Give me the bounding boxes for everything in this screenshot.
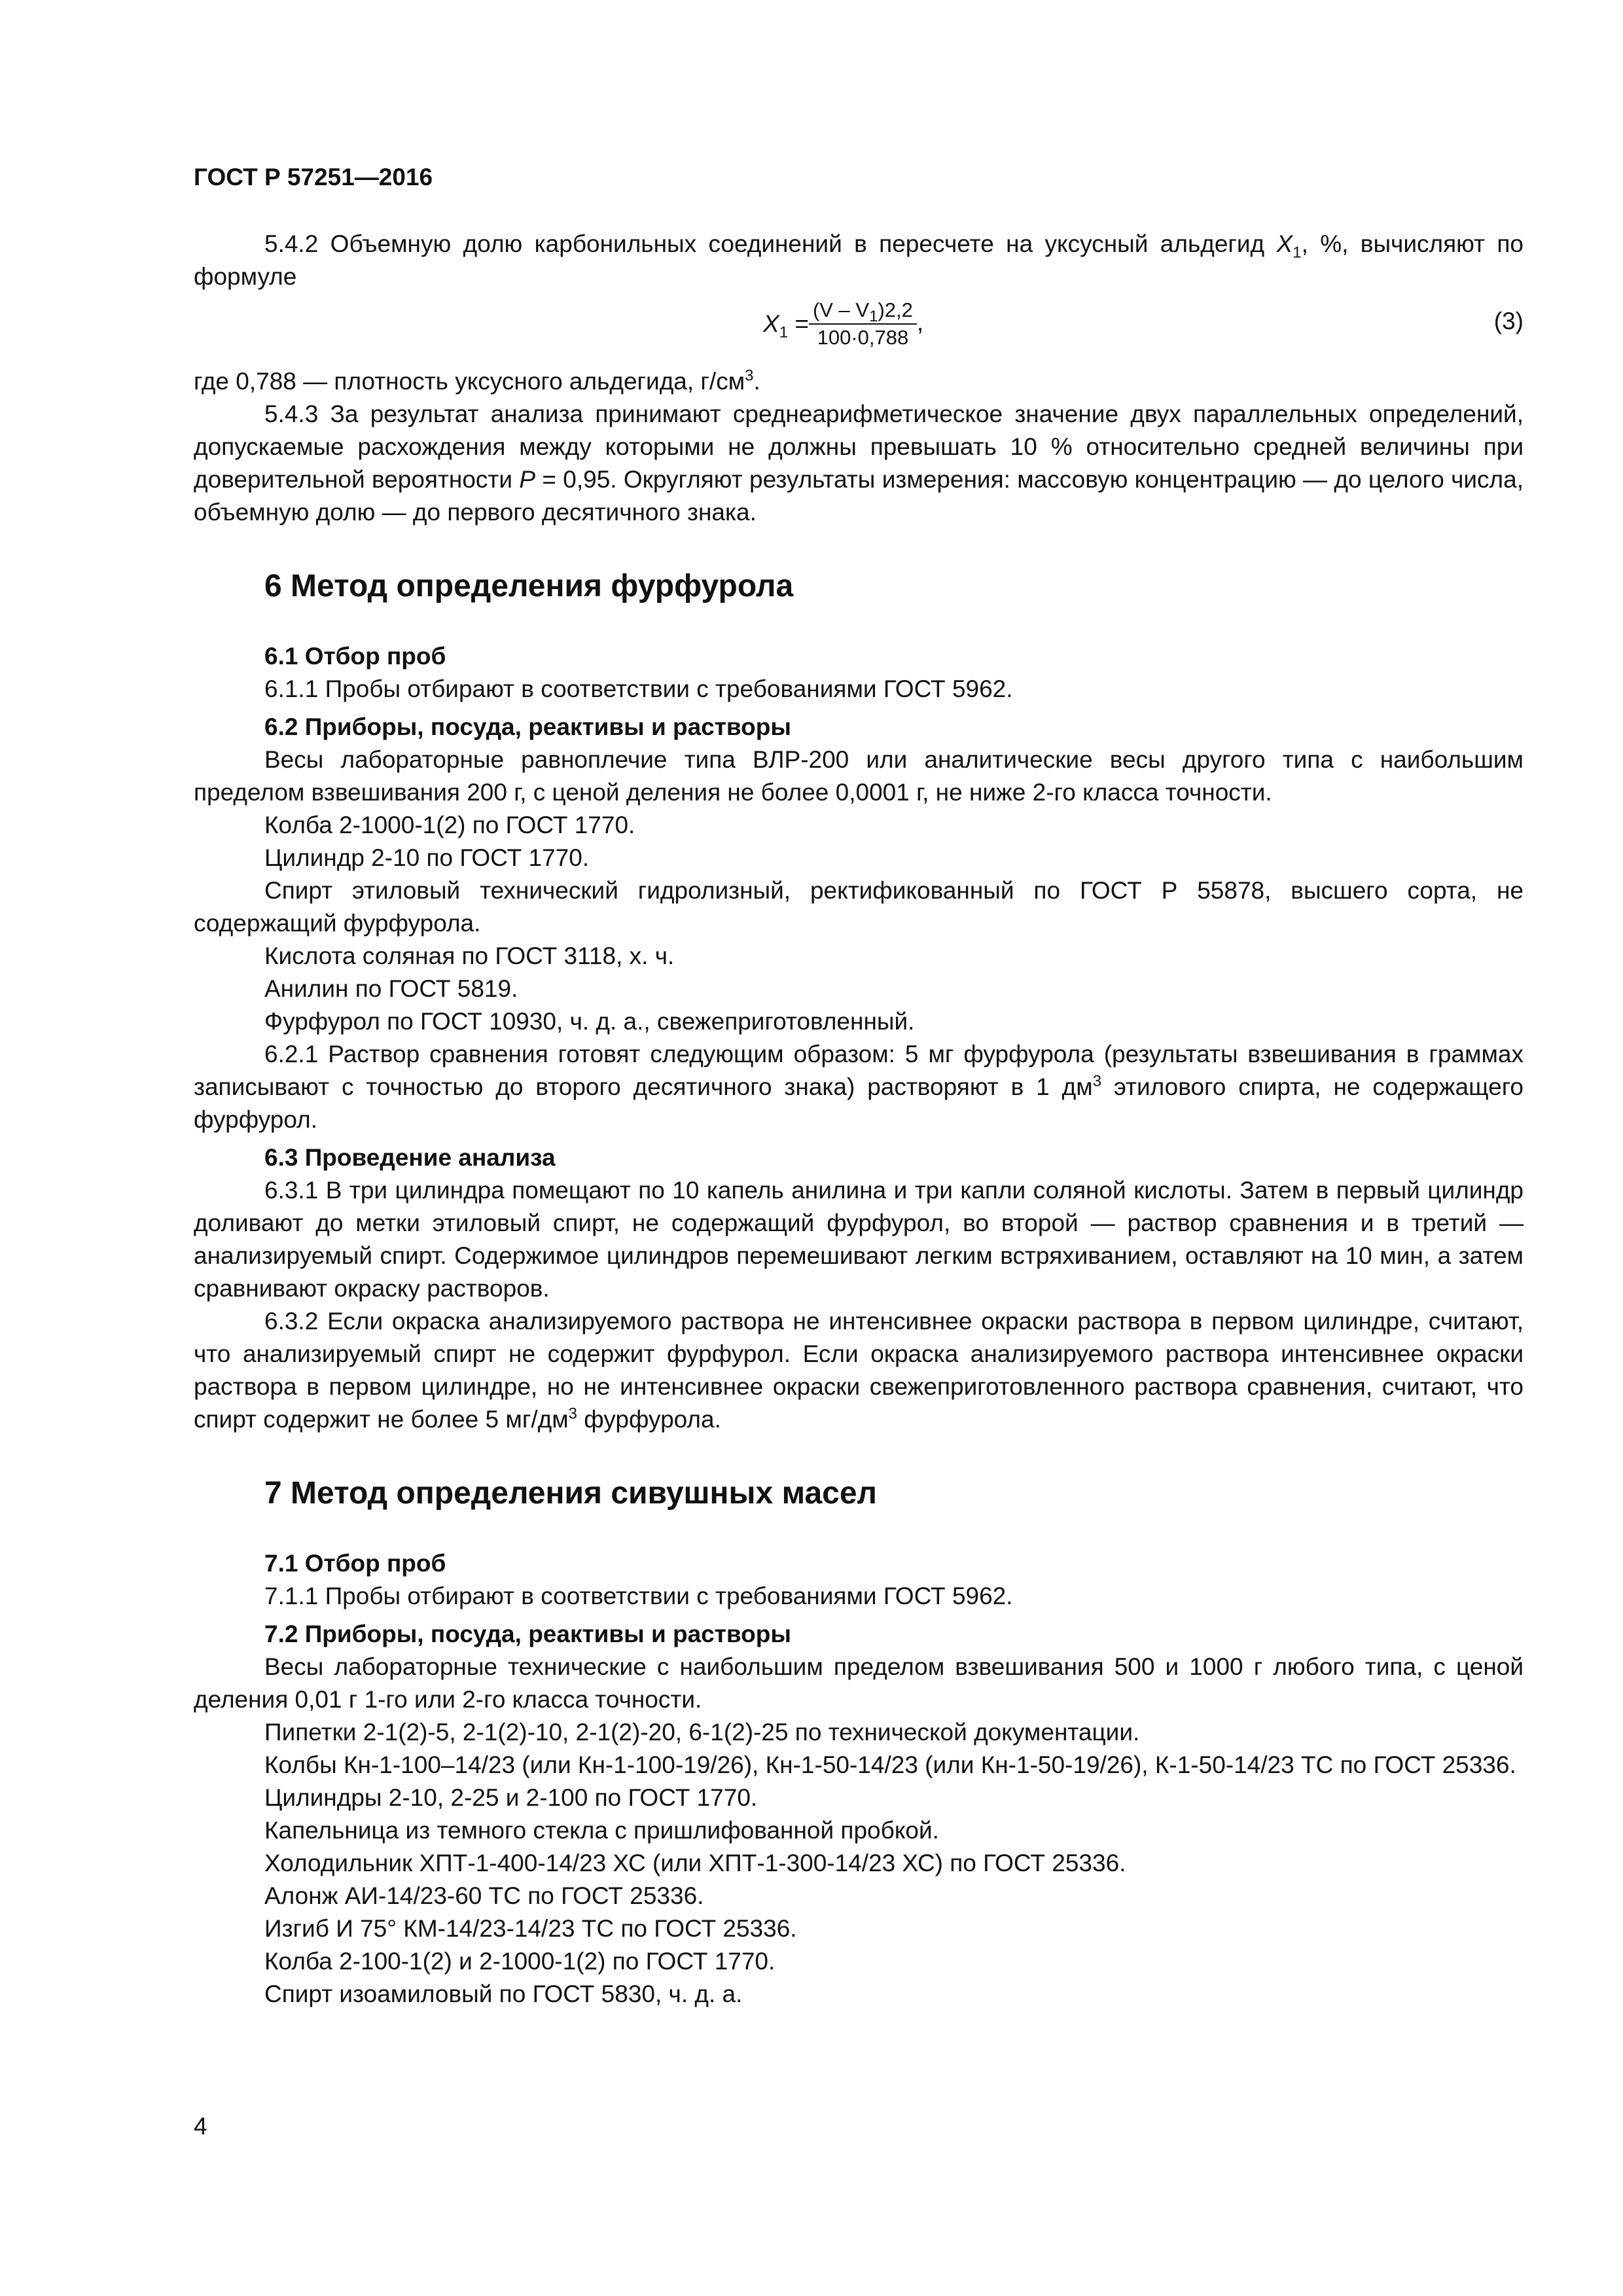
formula-fraction [809, 297, 917, 351]
text: 6.2.1 Раствор сравнения готовят следующим образом: 5 мг фурфурола (результаты взвешивания в граммах записывают с точностью до второго десятичного знака) растворяют в 1 дм [194, 1041, 1524, 1100]
list-item: Кислота соляная по ГОСТ 3118, х. ч. [264, 942, 675, 969]
list-item: Спирт изоамиловый по ГОСТ 5830, ч. д. а. [264, 1981, 743, 2007]
superscript: 3 [1092, 1072, 1102, 1090]
numerator-tail: )2,2 [878, 298, 913, 321]
list-item: Пипетки 2-1(2)-5, 2-1(2)-10, 2-1(2)-20, 6-1(2)-25 по технической документации. [264, 1719, 1140, 1746]
paragraph-6-1-1: 6.1.1 Пробы отбирают в соответствии с требованиями ГОСТ 5962. [264, 675, 1013, 702]
symbol-x: X [1276, 230, 1293, 257]
list-item: Спирт этиловый технический гидролизный, ректификованный по ГОСТ Р 55878, высшего сорта, не содержащий фурфурола. [194, 877, 1524, 937]
text: этилового спирта, не содержащего фурфурол. [194, 1073, 1524, 1133]
text: фурфурола. [577, 1406, 721, 1433]
text: , %, вычисляют по формуле [194, 230, 1524, 290]
subsection-6-2-title: 6.2 Приборы, посуда, реактивы и растворы [264, 713, 791, 740]
list-item: Алонж АИ-14/23-60 ТС по ГОСТ 25336. [264, 1882, 704, 1909]
text: где 0,788 — плотность уксусного альдегида, г/см [194, 368, 745, 395]
fraction-denominator: 100·0,788 [817, 326, 909, 349]
fraction-numerator [809, 297, 917, 325]
page-number: 4 [194, 2113, 207, 2140]
paragraph-5-4-3 [194, 398, 1524, 529]
list-item: Колба 2-1000-1(2) по ГОСТ 1770. [264, 812, 635, 838]
list-item: Капельница из темного стекла с пришлифованной пробкой. [264, 1817, 939, 1844]
paragraph-5-4-2 [194, 228, 1524, 293]
subsection-6-1-title: 6.1 Отбор проб [264, 643, 446, 670]
text: 5.4.2 Объемную долю карбонильных соединений в пересчете на уксусный альдегид [264, 230, 1277, 257]
formula-explanation [194, 365, 1524, 398]
list-item: Цилиндр 2-10 по ГОСТ 1770. [264, 844, 590, 871]
list-item: Изгиб И 75° КМ-14/23-14/23 ТС по ГОСТ 25336. [264, 1915, 797, 1942]
section-7-title: 7 Метод определения сивушных масел [264, 1476, 878, 1511]
subsection-7-2-title: 7.2 Приборы, посуда, реактивы и растворы [264, 1621, 791, 1647]
subscript: 1 [1293, 243, 1302, 262]
text: 6.3.2 Если окраска анализируемого раствора не интенсивнее окраски раствора в первом цилиндре, считают, что анализируемый спирт не содержит фурфурол. Если окраска анализируемого раствора интенсивнее окраски раствора в первом цилиндре, но не интенсивнее окраски свежеприготовленного раствора сравнения, считают, что спирт содержит не более 5 мг/дм [194, 1308, 1524, 1433]
formula-comma: , [916, 308, 924, 336]
document-body [194, 228, 1524, 2011]
superscript: 3 [745, 367, 754, 385]
text: = 0,95. Округляют результаты измерения: массовую концентрацию — до целого числа, объемную долю — до первого десятичного знака. [194, 466, 1524, 526]
list-item: Колба 2-100-1(2) и 2-1000-1(2) по ГОСТ 1770. [264, 1948, 776, 1975]
equals-sign: = [788, 310, 809, 337]
numerator-text: (V – V [812, 298, 870, 321]
formula-lhs [763, 308, 809, 340]
paragraph-6-3-2 [194, 1305, 1524, 1436]
list-item: Весы лабораторные технические с наибольшим пределом взвешивания 500 и 1000 г любого типа, с ценой деления 0,01 г 1-го или 2-го класса точности. [194, 1653, 1524, 1713]
list-item: Холодильник ХПТ-1-400-14/23 ХС (или ХПТ-1-300-14/23 ХС) по ГОСТ 25336. [264, 1850, 1126, 1876]
list-item: Фурфурол по ГОСТ 10930, ч. д. а., свежеприготовленный. [264, 1008, 915, 1035]
section-6-title: 6 Метод определения фурфурола [264, 569, 794, 603]
paragraph-7-1-1: 7.1.1 Пробы отбирают в соответствии с требованиями ГОСТ 5962. [264, 1583, 1013, 1609]
paragraph-6-2-1 [194, 1038, 1524, 1136]
text: 5.4.3 За результат анализа принимают среднеарифметическое значение двух параллельных определений, допускаемые расхождения между которыми не должны превышать 10 % относительно средней величины при доверительной вероятности [194, 401, 1524, 493]
numerator-subscript: 1 [869, 308, 878, 326]
list-item: Весы лабораторные равноплечие типа ВЛР-200 или аналитические весы другого типа с наибольшим пределом взвешивания 200 г, с ценой деления не более 0,0001 г, не ниже 2-го класса точности. [194, 746, 1524, 806]
formula-subscript: 1 [779, 323, 789, 342]
superscript: 3 [568, 1405, 577, 1423]
subsection-6-3-title: 6.3 Проведение анализа [264, 1144, 556, 1171]
symbol-p: P [519, 466, 536, 493]
formula-3 [194, 293, 1524, 365]
list-item: Колбы Кн-1-100–14/23 (или Кн-1-100-19/26), Кн-1-50-14/23 (или Кн-1-50-19/26), К-1-50-14/23 ТС по ГОСТ 25336. [264, 1751, 1516, 1778]
document-header: ГОСТ Р 57251—2016 [194, 164, 433, 190]
equation-number: (3) [1493, 308, 1524, 334]
formula [763, 297, 923, 351]
formula-symbol: X [763, 310, 779, 337]
list-item: Анилин по ГОСТ 5819. [264, 975, 518, 1002]
subsection-7-1-title: 7.1 Отбор проб [264, 1550, 446, 1577]
list-item: Цилиндры 2-10, 2-25 и 2-100 по ГОСТ 1770. [264, 1784, 758, 1811]
text: . [753, 368, 760, 395]
paragraph-6-3-1: 6.3.1 В три цилиндра помещают по 10 капель анилина и три капли соляной кислоты. Затем в первый цилиндр доливают до метки этиловый спирт, не содержащий фурфурол, во второй — раствор сравнения и в третий — анализируемый спирт. Содержимое цилиндров перемешивают легким встряхиванием, оставляют на 10 мин, а затем сравнивают окраску растворов. [194, 1177, 1524, 1302]
